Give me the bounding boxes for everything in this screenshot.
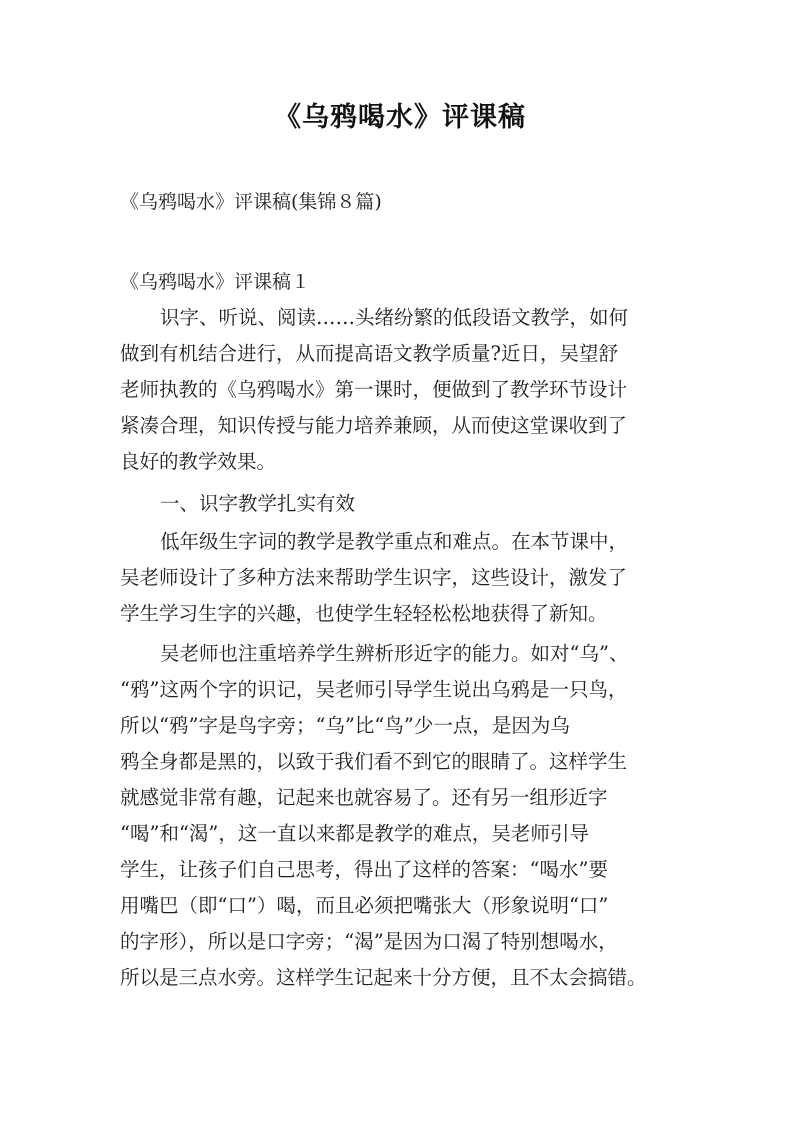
paragraph-line: 低年级生字词的教学是教学重点和难点。在本节课中， — [160, 530, 629, 553]
subsection-heading: 一、识字教学扎实有效 — [160, 492, 356, 515]
paragraph-line: 紧凑合理，知识传授与能力培养兼顾，从而使这堂课收到了 — [120, 414, 628, 437]
paragraph-line: 就感觉非常有趣，记起来也就容易了。还有另一组形近字 — [120, 786, 608, 809]
paragraph-line: 所以“鸦”字是鸟字旁；“乌”比“鸟”少一点，是因为乌 — [120, 714, 570, 737]
document-subtitle: 《乌鸦喝水》评课稿(集锦８篇) — [120, 191, 382, 213]
paragraph-line: 做到有机结合进行，从而提高语文教学质量?近日，吴望舒 — [120, 342, 618, 365]
paragraph-line: 所以是三点水旁。这样学生记起来十分方便，且不太会搞错。 — [120, 966, 647, 989]
paragraph-line: 用嘴巴（即“口”）喝，而且必须把嘴张大（形象说明“口” — [120, 894, 609, 917]
paragraph-line: 的字形），所以是口字旁；“渴”是因为口渴了特别想喝水， — [120, 930, 618, 953]
paragraph-line: 学生，让孩子们自己思考，得出了这样的答案：“喝水”要 — [120, 858, 608, 881]
section-heading: 《乌鸦喝水》评课稿１ — [120, 271, 311, 293]
paragraph-line: 鸦全身都是黑的，以致于我们看不到它的眼睛了。这样学生 — [120, 750, 628, 773]
paragraph-line: 学生学习生字的兴趣，也使学生轻轻松松地获得了新知。 — [120, 602, 608, 625]
paragraph-line: “鸦”这两个字的识记，吴老师引导学生说出乌鸦是一只鸟， — [120, 678, 628, 701]
document-title: 《乌鸦喝水》评课稿 — [274, 102, 526, 133]
paragraph-line: “喝”和“渴”，这一直以来都是教学的难点，吴老师引导 — [120, 822, 589, 845]
paragraph-line: 良好的教学效果。 — [120, 450, 277, 473]
paragraph-line: 老师执教的《乌鸦喝水》第一课时，便做到了教学环节设计 — [120, 378, 628, 401]
paragraph-line: 吴老师设计了多种方法来帮助学生识字，这些设计，激发了 — [120, 566, 628, 589]
paragraph-line: 识字、听说、阅读……头绪纷繁的低段语文教学，如何 — [160, 306, 629, 329]
paragraph-line: 吴老师也注重培养学生辨析形近字的能力。如对“乌”、 — [160, 642, 629, 665]
